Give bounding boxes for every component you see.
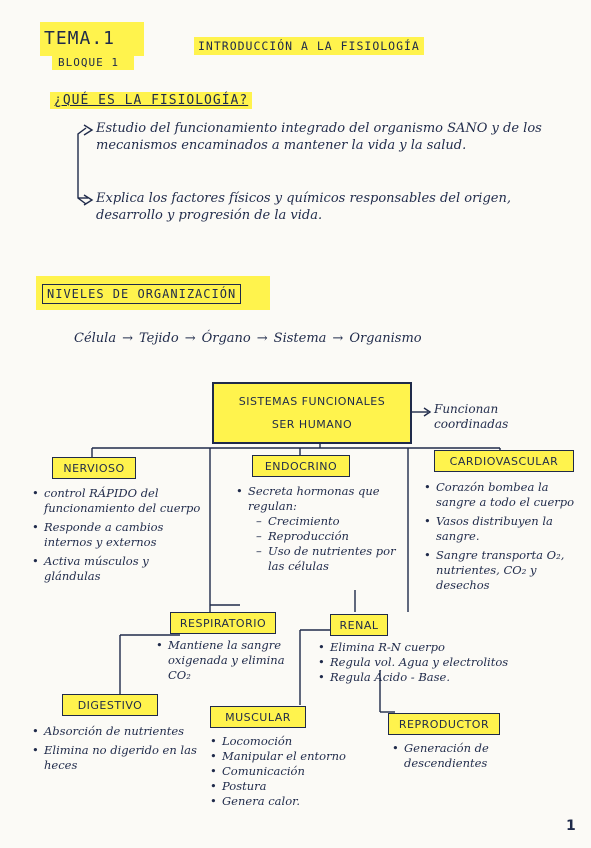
bloque-label: BLOQUE 1 [58,56,119,69]
arrow-icon: → [122,331,133,346]
level-tejido: Tejido [139,331,179,346]
list-item: – Crecimiento [256,514,406,529]
arrow-icon: → [332,331,344,346]
list-item: • Locomoción [210,734,360,749]
list-item: • Sangre transporta O₂, nutrientes, CO₂ y desechos [424,548,580,593]
digestivo-box: DIGESTIVO [62,694,158,716]
list-item: • Vasos distribuyen la sangre. [424,514,580,544]
systems-root-note: Funcionan coordinadas [434,402,509,431]
levels-title: NIVELES DE ORGANIZACIÓN [42,284,241,304]
nervioso-list [32,486,202,584]
cardiovascular-box: CARDIOVASCULAR [434,450,574,472]
renal-list [318,640,568,685]
definition-2: Explica los factores físicos y químicos responsables del origen, desarrollo y progresión de la vida. [96,191,511,223]
systems-root-line2: SER HUMANO [271,418,353,431]
cardiovascular-list [424,480,580,593]
level-celula: Célula [74,331,117,346]
tema-label: TEMA.1 [44,28,116,49]
list-item: – Reproducción [256,529,406,544]
nervioso-box: NERVIOSO [52,457,136,479]
list-item: • Elimina no digerido en las heces [32,743,202,773]
respiratorio-list [156,638,300,683]
reproductor-list [392,741,542,771]
systems-root-line1: SISTEMAS FUNCIONALES [238,395,386,408]
levels-chain [74,330,554,347]
list-item: • Manipular el entorno [210,749,360,764]
respiratorio-box: RESPIRATORIO [170,612,276,634]
muscular-box: MUSCULAR [210,706,306,728]
page-title: INTRODUCCIÓN A LA FISIOLOGÍA [194,37,424,55]
list-item: • Regula Ácido - Base. [318,670,568,685]
endocrino-box: ENDOCRINO [252,455,350,477]
level-organo: Órgano [201,331,251,346]
page-number: 1 [566,818,576,834]
list-item: • Regula vol. Agua y electrolitos [318,655,568,670]
list-item: – Uso de nutrientes por las células [256,544,406,574]
endocrino-list [236,484,406,574]
list-item: • Responde a cambios internos y externos [32,520,202,550]
list-item: • Activa músculos y glándulas [32,554,202,584]
list-item: • Secreta hormonas que regulan: [236,484,406,514]
level-sistema: Sistema [273,331,327,346]
digestivo-list [32,724,202,773]
list-item: • Corazón bombea la sangre a todo el cuerpo [424,480,580,510]
systems-root-box [212,382,412,444]
list-item: • Elimina R-N cuerpo [318,640,568,655]
arrow-icon: → [256,331,268,346]
list-item: • Mantiene la sangre oxigenada y elimina CO₂ [156,638,300,683]
definition-1: Estudio del funcionamiento integrado del organismo SANO y de los mecanismos encaminados a mantener la vida y la salud. [96,121,542,153]
list-item: • control RÁPIDO del funcionamiento del cuerpo [32,486,202,516]
list-item: • Genera calor. [210,794,360,809]
question-heading: ¿QUÉ ES LA FISIOLOGÍA? [50,92,252,109]
arrow-icon: → [184,331,196,346]
muscular-list [210,734,360,809]
renal-box: RENAL [330,614,388,636]
reproductor-box: REPRODUCTOR [388,713,500,735]
list-item: • Generación de descendientes [392,741,542,771]
list-item: • Absorción de nutrientes [32,724,202,739]
level-organismo: Organismo [349,331,422,346]
list-item: • Postura [210,779,360,794]
list-item: • Comunicación [210,764,360,779]
